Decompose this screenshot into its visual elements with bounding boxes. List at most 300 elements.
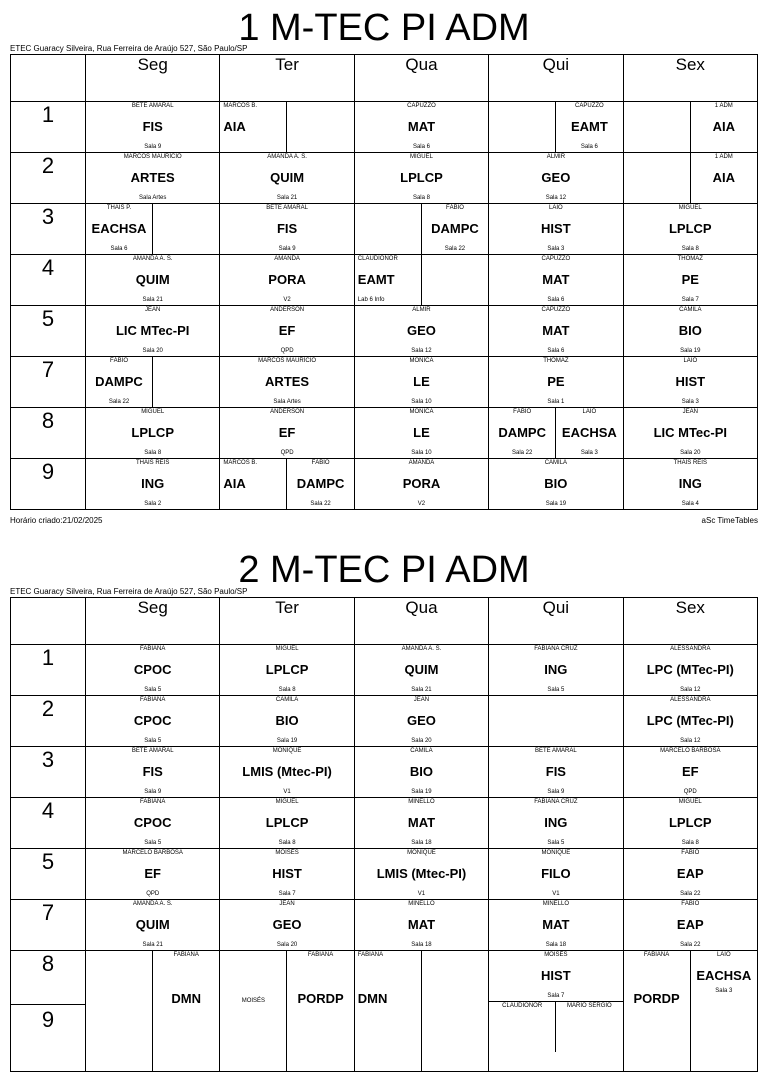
subject: MAT [407, 119, 436, 134]
subject: LPLCP [668, 815, 712, 830]
teacher: MOISÉS [241, 998, 266, 1004]
room: Sala 4 [681, 501, 699, 507]
lesson-cell[interactable] [623, 255, 757, 306]
teacher: JEAN [279, 901, 295, 907]
lesson-cell[interactable] [220, 696, 354, 747]
lesson-cell[interactable] [220, 357, 354, 408]
room: Sala 21 [142, 942, 163, 948]
teacher: ALMIR [546, 154, 566, 160]
teacher: CAPUZZO [575, 103, 604, 109]
period-number: 5 [11, 849, 86, 900]
room: Sala 20 [680, 450, 701, 456]
subject: CPOC [133, 713, 172, 728]
teacher: CAPUZZO [541, 307, 571, 313]
lesson-cell[interactable] [220, 459, 354, 510]
room: Sala 19 [276, 738, 298, 744]
teacher: FÁBIO [311, 460, 330, 466]
lesson-cell[interactable] [489, 255, 623, 306]
lesson-cell[interactable] [354, 747, 488, 798]
day-header: Qui [489, 598, 623, 645]
room: Sala 5 [144, 738, 162, 744]
lesson-cell[interactable] [489, 900, 623, 951]
period-number: 5 [11, 306, 86, 357]
room: Sala 5 [547, 840, 565, 846]
room: Sala 7 [681, 297, 699, 303]
room: Sala 6 [110, 246, 128, 252]
lesson-cell[interactable] [220, 204, 354, 255]
subject: PORA [268, 272, 306, 287]
period-number: 1 [11, 102, 86, 153]
teacher: MARCOS MAURÍCIO [123, 154, 182, 160]
room: Sala 19 [680, 348, 701, 354]
lesson-cell[interactable] [623, 306, 757, 357]
day-header: Qua [354, 55, 488, 102]
lesson-cell[interactable] [623, 459, 757, 510]
subject: EAMT [357, 272, 395, 287]
lesson-cell[interactable] [489, 153, 623, 204]
lesson-cell[interactable] [220, 849, 354, 900]
lesson-cell[interactable] [86, 204, 220, 255]
lesson-cell[interactable] [86, 102, 220, 153]
subject: GEO [272, 917, 302, 932]
teacher: MIGUEL [141, 409, 165, 415]
room: Sala 20 [276, 942, 298, 948]
teacher: FABIANA CRUZ [534, 799, 578, 805]
room: V1 [283, 789, 291, 795]
room: Sala 9 [144, 144, 162, 150]
teacher: MARCELO BARBOSA [660, 748, 721, 754]
teacher: LAIO [549, 205, 563, 211]
lesson-cell[interactable] [86, 849, 220, 900]
subject: DAMPC [431, 221, 479, 236]
subject: QUIM [404, 662, 439, 677]
room: Sala 3 [715, 988, 733, 994]
lesson-cell[interactable] [623, 102, 757, 153]
subject: QUIM [270, 170, 305, 185]
lesson-cell[interactable] [489, 951, 623, 1072]
period-number: 2 [11, 153, 86, 204]
teacher: FÁBIO [681, 901, 700, 907]
teacher: THAIS P. [106, 205, 132, 211]
subject: MAT [542, 917, 570, 932]
lesson-cell[interactable] [623, 408, 757, 459]
lesson-cell[interactable] [354, 255, 488, 306]
lesson-cell[interactable] [489, 747, 623, 798]
subject: QUIM [135, 272, 170, 287]
subject: BIO [678, 323, 702, 338]
subject: EAP [676, 917, 704, 932]
subject: DAMPC [95, 374, 143, 389]
lesson-cell[interactable] [623, 645, 757, 696]
lesson-cell[interactable] [489, 645, 623, 696]
room: Sala 8 [681, 246, 699, 252]
lesson-cell[interactable] [489, 102, 623, 153]
room: Sala 9 [144, 789, 162, 795]
subject: ARTES [265, 374, 310, 389]
period-number: 4 [11, 255, 86, 306]
room: Sala 22 [680, 891, 701, 897]
lesson-cell[interactable] [489, 357, 623, 408]
period-row [11, 900, 758, 951]
room: Sala 8 [412, 195, 430, 201]
subject: DMN [357, 991, 388, 1006]
subject: PE [681, 272, 699, 287]
teacher: CLAUDIONOR [502, 1003, 543, 1009]
period-row [11, 849, 758, 900]
period-number: 7 [11, 357, 86, 408]
teacher: MONIQUE [272, 748, 302, 754]
lesson-cell[interactable] [354, 408, 488, 459]
room: Sala 8 [278, 840, 296, 846]
teacher: AMANDA A. S. [132, 256, 173, 262]
subject: PORA [402, 476, 441, 491]
room: Sala 20 [411, 738, 432, 744]
room: Sala 8 [278, 687, 296, 693]
teacher: AMANDA [408, 460, 435, 466]
subject: FIS [545, 764, 566, 779]
period-number: 3 [11, 747, 86, 798]
lesson-cell[interactable] [489, 696, 623, 747]
lesson-cell[interactable] [86, 900, 220, 951]
lesson-cell[interactable] [354, 798, 488, 849]
teacher: MOISÉS [275, 850, 299, 856]
teacher: CAMILA [544, 460, 568, 466]
subject: EAP [676, 866, 704, 881]
lesson-cell[interactable] [354, 645, 488, 696]
subject: PE [547, 374, 565, 389]
period-number: 3 [11, 204, 86, 255]
subject: LMIS (Mtec-PI) [242, 764, 332, 779]
lesson-cell[interactable] [354, 951, 488, 1072]
lesson-cell[interactable] [86, 645, 220, 696]
lesson-cell[interactable] [86, 306, 220, 357]
room: Sala 18 [545, 942, 567, 948]
subject: AIA [712, 119, 735, 134]
room: Sala 5 [547, 687, 565, 693]
lesson-cell[interactable] [354, 204, 488, 255]
teacher: FABIANA [140, 799, 166, 805]
day-header: Ter [220, 598, 354, 645]
teacher: MÔNICA [409, 358, 434, 364]
period-number-8: 8 [41, 951, 55, 976]
lesson-cell[interactable] [354, 849, 488, 900]
room: Sala 2 [144, 501, 162, 507]
lesson-cell[interactable] [86, 798, 220, 849]
timetable-2 [10, 597, 758, 1072]
room: Sala 7 [547, 993, 565, 999]
subject: LPC (MTec-PI) [646, 713, 734, 728]
subject: FIS [142, 119, 163, 134]
teacher: FABIANA [357, 952, 384, 958]
teacher: BETE AMARAL [131, 748, 174, 754]
subject: FIS [276, 221, 298, 236]
subject: HIST [272, 866, 302, 881]
subject: HIST [675, 374, 706, 389]
lesson-cell[interactable] [623, 798, 757, 849]
room: Sala 22 [511, 450, 533, 456]
lesson-cell[interactable] [220, 900, 354, 951]
period-row [11, 306, 758, 357]
subject: AIA [223, 476, 246, 491]
teacher: MIGUEL [275, 646, 299, 652]
timetable-title: 2 M-TEC PI ADM [238, 549, 530, 591]
room: Sala Artes [139, 195, 167, 201]
teacher: MÁRIO SÉRGIO [567, 1003, 612, 1009]
teacher: MINELLO [542, 901, 570, 907]
teacher: JEAN [413, 697, 430, 703]
teacher: LAIO [716, 952, 731, 958]
period-number: 9 [11, 459, 86, 510]
teacher: FABIANA [307, 952, 334, 958]
room: Sala 10 [411, 450, 432, 456]
room: Sala 22 [108, 399, 130, 405]
room: Sala 20 [142, 348, 163, 354]
teacher: FABIANA [643, 952, 670, 958]
teacher: MINELLO [408, 799, 435, 805]
room: Sala 22 [310, 501, 331, 507]
teacher: ALESSANDRA [670, 646, 711, 652]
subject: ING [544, 662, 568, 677]
lesson-cell[interactable] [86, 255, 220, 306]
period-number: 7 [11, 900, 86, 951]
subject: LPLCP [265, 815, 309, 830]
subject: DAMPC [498, 425, 546, 440]
period-row [11, 153, 758, 204]
lesson-cell[interactable] [489, 408, 623, 459]
subject: GEO [407, 713, 436, 728]
teacher: THOMAZ [543, 358, 569, 364]
subject: DAMPC [296, 476, 345, 491]
room: Sala 12 [680, 738, 701, 744]
room: Sala 8 [144, 450, 162, 456]
lesson-cell[interactable] [354, 900, 488, 951]
lesson-cell[interactable] [220, 798, 354, 849]
teacher: AMANDA [274, 256, 300, 262]
lesson-cell[interactable] [220, 153, 354, 204]
teacher: MARCELO BARBOSA [122, 850, 183, 856]
period-row [11, 102, 758, 153]
subject: FILO [541, 866, 571, 881]
lesson-cell[interactable] [220, 102, 354, 153]
lesson-cell[interactable] [86, 747, 220, 798]
subject: BIO [544, 476, 568, 491]
subject: GEO [407, 323, 436, 338]
room: Sala 5 [144, 840, 162, 846]
lesson-cell[interactable] [86, 951, 220, 1072]
lesson-cell[interactable] [623, 747, 757, 798]
teacher: JEAN [145, 307, 161, 313]
room: V1 [417, 891, 426, 897]
room: Sala 3 [547, 246, 565, 252]
room: Sala 5 [144, 687, 162, 693]
teacher: 1 ADM [714, 154, 733, 160]
day-header: Ter [220, 55, 354, 102]
subject: EF [278, 323, 296, 338]
subject: LIC MTec-PI [115, 323, 190, 338]
lesson-cell[interactable] [86, 696, 220, 747]
room: Sala 21 [142, 297, 163, 303]
teacher: MARCOS MAURÍCIO [258, 358, 317, 364]
room: Sala 21 [411, 687, 432, 693]
teacher: AMANDA A. S. [401, 646, 442, 652]
subject: LE [413, 425, 430, 440]
subject: EF [278, 425, 296, 440]
timetable-title: 1 M-TEC PI ADM [238, 7, 530, 49]
teacher: BETE AMARAL [535, 748, 577, 754]
subject: PORDP [297, 991, 344, 1006]
teacher: MONIQUE [541, 850, 571, 856]
room: Sala 21 [276, 195, 298, 201]
teacher: FÁBIO [681, 850, 700, 856]
lesson-cell[interactable] [489, 459, 623, 510]
day-header: Seg [86, 598, 220, 645]
teacher: MARCOS B. [223, 460, 258, 466]
subject: FIS [142, 764, 163, 779]
corner-cell [11, 55, 86, 102]
lesson-cell[interactable] [354, 102, 488, 153]
lesson-cell[interactable] [354, 306, 488, 357]
teacher: LAIO [683, 358, 698, 364]
teacher: LAIO [582, 409, 597, 415]
teacher: MONIQUE [407, 850, 436, 856]
lesson-cell[interactable] [623, 696, 757, 747]
lesson-cell[interactable] [623, 951, 757, 1072]
lesson-cell[interactable] [489, 204, 623, 255]
room: V2 [417, 501, 426, 507]
period-row [11, 408, 758, 459]
subject: LIC MTec-PI [653, 425, 727, 440]
room: Sala 12 [411, 348, 432, 354]
period-number: 4 [11, 798, 86, 849]
period-row [11, 255, 758, 306]
lesson-cell[interactable] [623, 204, 757, 255]
subject: MAT [542, 323, 570, 338]
lesson-cell[interactable] [220, 951, 354, 1072]
room: Sala 6 [547, 297, 565, 303]
subject: HIST [541, 968, 571, 983]
teacher: MARCOS B. [223, 103, 258, 109]
lesson-cell[interactable] [354, 357, 488, 408]
room: Sala 18 [411, 840, 432, 846]
subject: CPOC [133, 662, 172, 677]
room: Sala 6 [412, 144, 430, 150]
period-row [11, 696, 758, 747]
lesson-cell[interactable] [220, 306, 354, 357]
room: Sala 19 [545, 501, 567, 507]
lesson-cell[interactable] [623, 900, 757, 951]
day-header: Sex [623, 55, 757, 102]
lesson-cell[interactable] [354, 459, 488, 510]
subject: BIO [275, 713, 299, 728]
lesson-cell[interactable] [489, 798, 623, 849]
teacher: MOISÉS [544, 952, 568, 958]
subject: PORDP [633, 991, 680, 1006]
lesson-cell[interactable] [623, 849, 757, 900]
room: Sala 6 [580, 144, 598, 150]
teacher: CAPUZZO [541, 256, 571, 262]
subject: LPLCP [265, 662, 309, 677]
room: Sala 22 [680, 942, 701, 948]
lesson-cell[interactable] [220, 645, 354, 696]
teacher: THOMAZ [677, 256, 703, 262]
timetable-1 [10, 54, 758, 510]
lesson-cell[interactable] [86, 153, 220, 204]
teacher: ALMIR [412, 307, 431, 313]
subject: EF [681, 764, 699, 779]
subject: EACHSA [91, 221, 147, 236]
subject: ING [678, 476, 702, 491]
subject: ING [141, 476, 165, 491]
lesson-cell[interactable] [354, 696, 488, 747]
room: QPD [280, 450, 294, 456]
corner-cell [11, 598, 86, 645]
teacher: MÔNICA [409, 409, 434, 415]
lesson-cell[interactable] [623, 357, 757, 408]
teacher: CAPUZZO [407, 103, 436, 109]
teacher: MIGUEL [678, 799, 702, 805]
teacher: BETE AMARAL [131, 103, 174, 109]
day-header: Qua [354, 598, 488, 645]
period-row [11, 798, 758, 849]
room: Sala 1 [547, 399, 565, 405]
day-header: Qui [489, 55, 623, 102]
teacher: BETE AMARAL [266, 205, 308, 211]
lesson-cell[interactable] [86, 357, 220, 408]
teacher: CAMILA [275, 697, 299, 703]
teacher: MIGUEL [409, 154, 433, 160]
day-header: Sex [623, 598, 757, 645]
school-address: ETEC Guaracy Silveira, Rua Ferreira de Araújo 527, São Paulo/SP [10, 587, 248, 596]
teacher: 1 ADM [714, 103, 733, 109]
room: V1 [552, 891, 560, 897]
teacher: FABIANA [140, 646, 166, 652]
teacher: MIGUEL [275, 799, 299, 805]
lesson-cell[interactable] [86, 408, 220, 459]
subject: DMN [171, 991, 201, 1006]
teacher: FABIANA [140, 697, 166, 703]
created-date: Horário criado:21/02/2025 [10, 516, 103, 525]
subject: LPLCP [131, 425, 174, 440]
subject: ARTES [130, 170, 175, 185]
period-number-9: 9 [11, 1004, 85, 1033]
lesson-cell[interactable] [623, 153, 757, 204]
teacher: FABIANA CRUZ [534, 646, 578, 652]
lesson-cell[interactable] [86, 459, 220, 510]
teacher: MINELLO [408, 901, 435, 907]
room: Sala 8 [681, 840, 699, 846]
room: Sala 3 [681, 399, 699, 405]
subject: MAT [407, 917, 436, 932]
subject: LE [413, 374, 430, 389]
subject: EACHSA [696, 968, 752, 983]
room: QPD [683, 789, 697, 795]
lesson-cell[interactable] [489, 849, 623, 900]
teacher: FÁBIO [513, 409, 532, 415]
period-number: 1 [11, 645, 86, 696]
teacher: AMANDA A. S. [132, 901, 173, 907]
lesson-cell[interactable] [220, 408, 354, 459]
period-row [11, 204, 758, 255]
lesson-cell[interactable] [354, 153, 488, 204]
lesson-cell[interactable] [489, 306, 623, 357]
subject: GEO [541, 170, 571, 185]
lesson-cell[interactable] [220, 747, 354, 798]
room: Sala 9 [547, 789, 565, 795]
subject: EF [144, 866, 161, 881]
room: Sala 3 [580, 450, 598, 456]
room: Lab 6 Info [357, 297, 385, 303]
lesson-cell[interactable] [220, 255, 354, 306]
